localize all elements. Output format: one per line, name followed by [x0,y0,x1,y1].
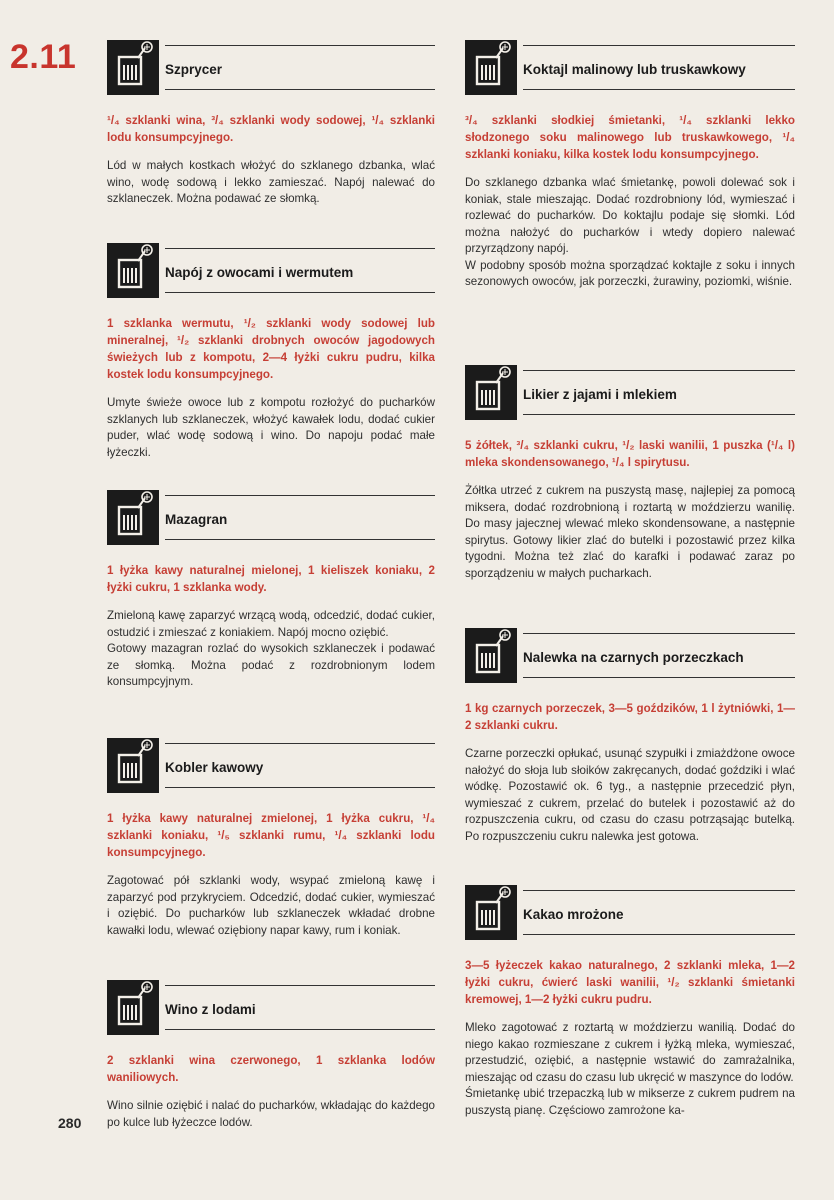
divider [165,89,435,90]
glass-cocktail-icon [465,628,517,683]
recipe-title: Szprycer [165,62,223,77]
glass-cocktail-icon [465,40,517,95]
glass-cocktail-icon [107,243,159,298]
recipe-ingredients: 2 szklanki wina czerwonego, 1 szklanka lodów waniliowych. [107,1054,435,1084]
recipe-title: Napój z owocami i wermutem [165,265,354,280]
divider [165,743,435,744]
recipe-instructions [107,873,435,939]
recipe-header [465,365,795,427]
divider [523,934,795,935]
glass-cocktail-icon [465,365,517,420]
divider [523,633,795,634]
instruction-paragraph: Lód w małych kostkach włożyć do szklanego dzbanka, wlać wino, wodę sodową i lekko zamieszać. Napój nalewać do szklaneczek. Można podawać ze słomką. [107,159,435,205]
instruction-paragraph: Zagotować pół szklanki wody, wsypać zmieloną kawę i zaparzyć pod przykryciem. Odcedzić, dodać cukier, wymieszać i oziębić. Do pucharków lub szklaneczek wkładać drobne kawałki lodu, wlewać oziębiony napar kawy, rum i koniak. [107,874,435,937]
divider [523,89,795,90]
section-number: 2.11 [10,38,77,76]
recipe-title: Kobler kawowy [165,760,264,775]
divider [523,370,795,371]
recipe-title: Wino z lodami [165,1002,256,1017]
recipe-ingredients: 5 żółtek, ³/₄ szklanki cukru, ¹/₂ laski wanilii, 1 puszka (¹/₄ l) mleka skondensowanego, ¹/₄ l spirytusu. [465,439,795,469]
recipe-title: Koktajl malinowy lub truskawkowy [523,62,746,77]
instruction-paragraph: Żółtka utrzeć z cukrem na puszystą masę, najlepiej za pomocą miksera, dodać rozdrobnioną i roztartą w moździerzu wanilię. Do masy jajecznej wlewać mleko skondensowane, a następnie spirytus. Gotowy likier zlać do butelki i pozostawić przez kilka tygodni. Można też zlać do karafki i podawać zaraz po sporządzeniu w małych pucharkach. [465,484,795,580]
glass-cocktail-icon [107,40,159,95]
instruction-paragraph: Gotowy mazagran rozlać do wysokich szklaneczek i podawać ze słomką. Można podać z rozdrobnionym lodem konsumpcyjnym. [107,642,435,688]
recipe-header [107,40,435,102]
recipe-likier-z-jajami [465,365,795,582]
recipe-ingredients: ³/₄ szklanki słodkiej śmietanki, ¹/₄ szklanki lekko słodzonego soku malinowego lub truskawkowego, ¹/₄ szklanki koniaku, kilka kostek lodu konsumpcyjnego. [465,114,795,161]
recipe-ingredients: 1 szklanka wermutu, ¹/₂ szklanki wody sodowej lub mineralnej, ¹/₂ szklanki drobnych owoców jagodowych świeżych lub z kompotu, 2—4 łyżki cukru pudru, kilka kostek lodu konsumpcyjnego. [107,317,435,381]
page-number: 280 [58,1115,82,1131]
glass-cocktail-icon [465,885,517,940]
recipe-header [465,628,795,690]
recipe-title: Kakao mrożone [523,907,624,922]
recipe-title: Mazagran [165,512,228,527]
recipe-kobler-kawowy [107,738,435,939]
recipe-title: Nalewka na czarnych porzeczkach [523,650,744,665]
recipe-instructions [465,746,795,845]
recipe-nalewka-na-porzeczkach [465,628,795,845]
divider [165,495,435,496]
recipe-header [107,738,435,800]
divider [165,787,435,788]
instruction-paragraph: Do szklanego dzbanka wlać śmietankę, powoli dolewać sok i koniak, stale mieszając. Dodać rozdrobniony lód, wymieszać i rozlewać do pucharków. Do koktajlu podaje się słomki. Lód można nałożyć do pucharków i wtedy dopiero nalewać przyrządzony napój. [465,176,795,255]
instruction-paragraph: Czarne porzeczki opłukać, usunąć szypułki i zmiażdżone owoce nałożyć do słoja lub słoików zakręcanych, dodać goździki i wlać wódkę. Pozostawić ok. 6 tyg., a następnie przecedzić płyn, wymieszać z cukrem, przelać do butelek i pozostawić aż do rozpuszczenia cukru, od czasu do czasu potrząsając butelką. Po rozpuszczeniu cukru nalewka jest gotowa. [465,747,795,843]
recipe-header [107,243,435,305]
recipe-instructions [107,395,435,461]
divider [165,539,435,540]
instruction-paragraph: Zmieloną kawę zaparzyć wrzącą wodą, odcedzić, dodać cukier, ostudzić i zmieszać z koniakiem. Napój mocno oziębić. [107,609,435,639]
instruction-paragraph: Śmietankę ubić trzepaczką lub w mikserze z cukrem pudrem na puszystą pianę. Częściowo zamrożone ka- [465,1087,795,1117]
recipe-instructions [107,158,435,208]
divider [165,248,435,249]
recipe-instructions [465,175,795,291]
recipe-header [107,980,435,1042]
recipe-ingredients: 1 łyżka kawy naturalnej zmielonej, 1 łyżka cukru, ¹/₄ szklanki koniaku, ¹/₅ szklanki rumu, ¹/₄ szklanki lodu konsumpcyjnego. [107,812,435,859]
recipe-szprycer [107,40,435,208]
glass-cocktail-icon [107,490,159,545]
recipe-napoj-z-owocami [107,243,435,461]
divider [165,292,435,293]
glass-cocktail-icon [107,980,159,1035]
instruction-paragraph: Umyte świeże owoce lub z kompotu rozłożyć do pucharków szklanych lub szklaneczek, włożyć kawałek lodu, dodać cukier puder, wlać wodę sodową i wino. Do napoju podać małe łyżeczki. [107,396,435,459]
recipe-kakao-mrozone [465,885,795,1119]
recipe-title: Likier z jajami i mlekiem [523,387,677,402]
divider [523,414,795,415]
instruction-paragraph: Wino silnie oziębić i nalać do pucharków, wkładając do każdego po kulce lub łyżeczce lodów. [107,1099,435,1129]
recipe-instructions [107,1098,435,1131]
recipe-ingredients: 3—5 łyżeczek kakao naturalnego, 2 szklanki mleka, 1—2 łyżki cukru, ćwierć laski wanilii, ¹/₂ szklanki śmietanki kremowej, 1—2 łyżki cukru pudru. [465,959,795,1006]
recipe-ingredients: ¹/₄ szklanki wina, ³/₄ szklanki wody sodowej, ¹/₄ szklanki lodu konsumpcyjnego. [107,114,435,144]
recipe-header [107,490,435,552]
recipe-wino-z-lodami [107,980,435,1131]
instruction-paragraph: Mleko zagotować z roztartą w moździerzu wanilią. Dodać do niego kakao rozmieszane z cukrem i łyżką mleka, wymieszać, przestudzić, oziębić, a następnie wstawić do zamrażalnika, mieszając od czasu do czasu lub ukręcić w maszynce do lodów. [465,1021,795,1084]
recipe-header [465,40,795,102]
recipe-ingredients: 1 łyżka kawy naturalnej mielonej, 1 kieliszek koniaku, 2 łyżki cukru, 1 szklanka wody. [107,564,435,594]
recipe-instructions [465,1020,795,1119]
divider [165,985,435,986]
recipe-koktajl-malinowy [465,40,795,291]
divider [523,677,795,678]
recipe-instructions [465,483,795,582]
recipe-mazagran [107,490,435,691]
instruction-paragraph: W podobny sposób można sporządzać koktajle z soku i innych sezonowych owoców, jak porzeczki, żurawiny, poziomki, wiśnie. [465,258,795,288]
divider [523,45,795,46]
divider [165,45,435,46]
glass-cocktail-icon [107,738,159,793]
divider [165,1029,435,1030]
recipe-instructions [107,608,435,691]
recipe-header [465,885,795,947]
divider [523,890,795,891]
recipe-ingredients: 1 kg czarnych porzeczek, 3—5 goździków, 1 l żytniówki, 1—2 szklanki cukru. [465,702,795,732]
